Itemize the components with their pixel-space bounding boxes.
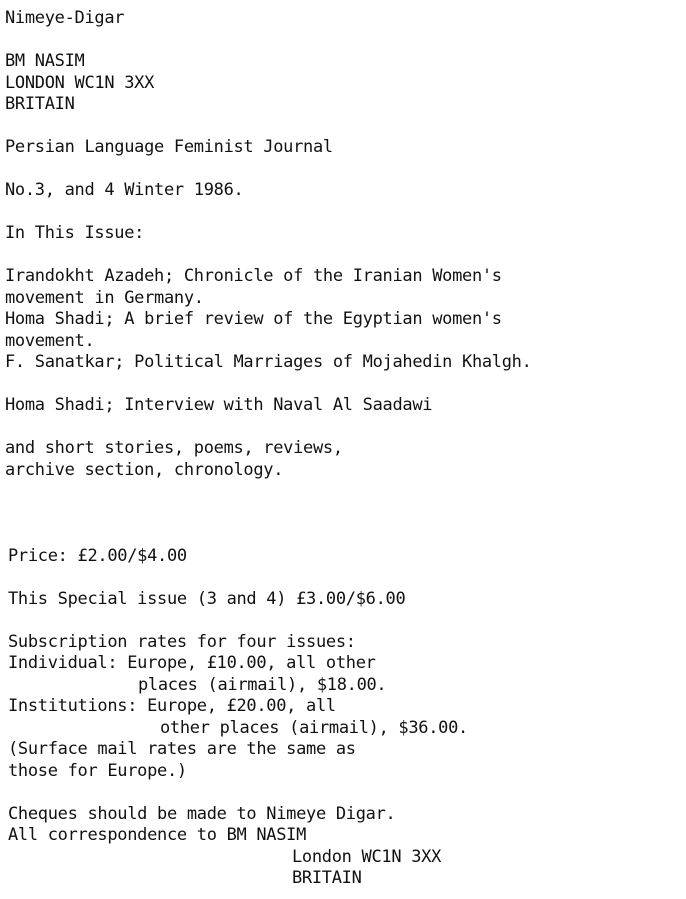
issue-number: No.3, and 4 Winter 1986. bbox=[5, 180, 244, 200]
address-line-2: LONDON WC1N 3XX bbox=[5, 72, 155, 93]
journal-name: Nimeye-Digar bbox=[5, 8, 125, 28]
journal-description: Persian Language Feminist Journal bbox=[5, 137, 333, 157]
institution-rate: Institutions: Europe, £20.00, all bbox=[8, 696, 336, 716]
contents-entry: F. Sanatkar; Political Marriages of Mojahedin Khalgh. bbox=[5, 352, 532, 372]
institution-rate-cont: other places (airmail), $36.00. bbox=[160, 717, 468, 738]
cheques-note: Cheques should be made to Nimeye Digar. bbox=[8, 803, 396, 824]
contents-entry: movement in Germany. bbox=[5, 287, 204, 308]
subscription-heading: Subscription rates for four issues: bbox=[8, 631, 356, 652]
correspondence-line: All correspondence to BM NASIM bbox=[8, 825, 307, 845]
address-line-1: BM NASIM bbox=[5, 51, 85, 71]
individual-rate: Individual: Europe, £10.00, all other bbox=[8, 653, 376, 673]
contents-entry: Irandokht Azadeh; Chronicle of the Iranian Women's bbox=[5, 266, 502, 286]
price-line: Price: £2.00/$4.00 bbox=[8, 545, 187, 566]
individual-rate-cont: places (airmail), $18.00. bbox=[138, 674, 387, 695]
surface-mail-note: (Surface mail rates are the same as bbox=[8, 739, 356, 759]
surface-mail-note-cont: those for Europe.) bbox=[8, 760, 187, 781]
extras-line: and short stories, poems, reviews, bbox=[5, 438, 343, 458]
correspondence-address: London WC1N 3XX bbox=[292, 846, 442, 867]
contents-heading: In This Issue: bbox=[5, 223, 145, 243]
interview-entry: Homa Shadi; Interview with Naval Al Saadawi bbox=[5, 395, 433, 415]
journal-notice bbox=[5, 8, 685, 890]
extras-line: archive section, chronology. bbox=[5, 459, 284, 480]
contents-entry: movement. bbox=[5, 330, 95, 351]
correspondence-address: BRITAIN bbox=[292, 868, 362, 888]
contents-entry: Homa Shadi; A brief review of the Egyptian women's bbox=[5, 309, 502, 329]
special-issue-price: This Special issue (3 and 4) £3.00/$6.00 bbox=[8, 588, 406, 609]
address-line-3: BRITAIN bbox=[5, 94, 75, 114]
